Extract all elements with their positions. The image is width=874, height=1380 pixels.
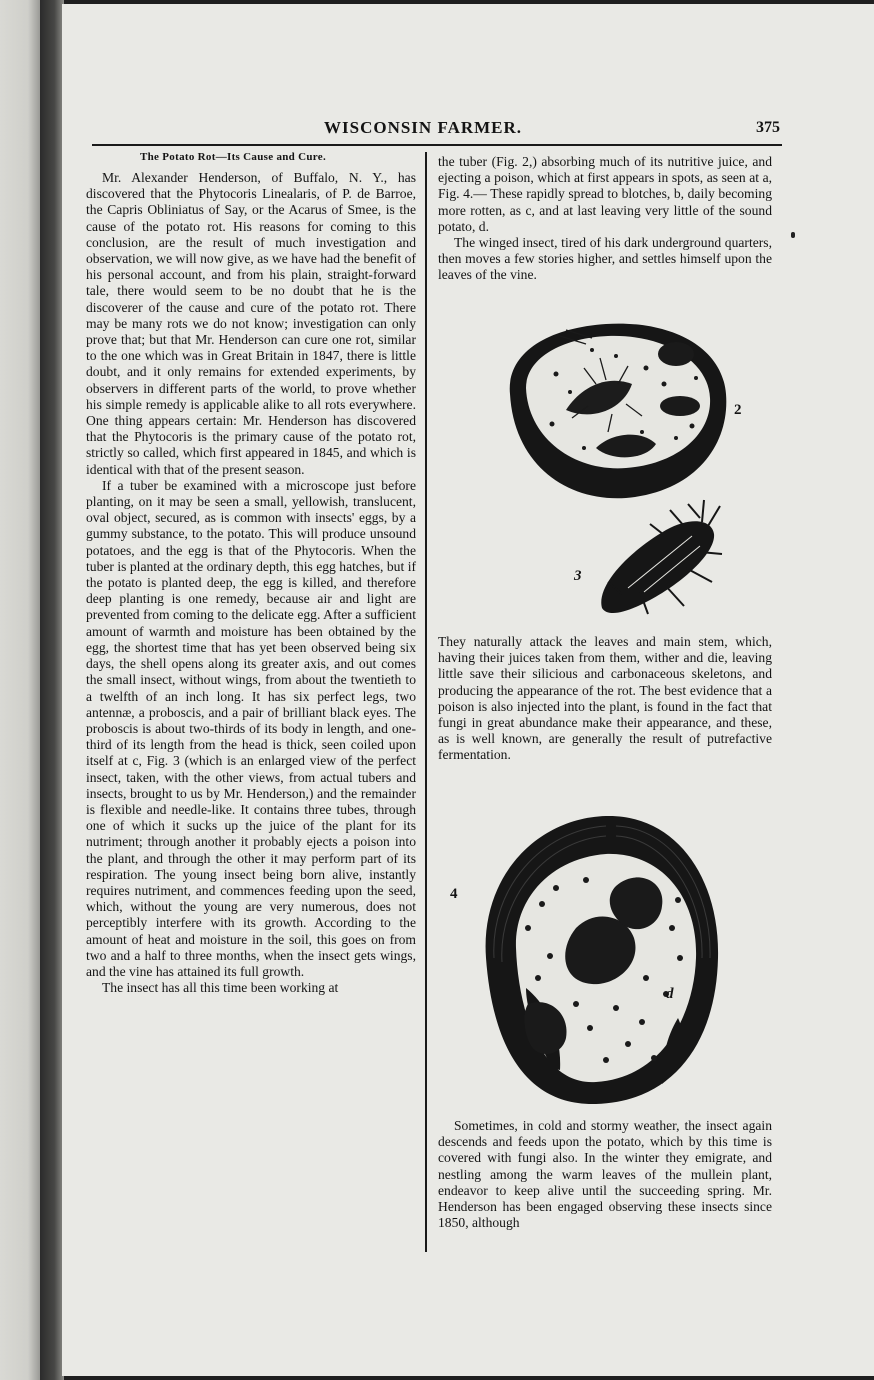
- page-number: 375: [756, 119, 780, 136]
- article-title: The Potato Rot—Its Cause and Cure.: [140, 151, 327, 163]
- header-rule: [92, 144, 782, 146]
- left-paragraph-1: Mr. Alexander Henderson, of Buffalo, N. Y., has discovered that the Phytocoris Linealaris, of P. de Barroe, the Capris Obliniatus of Say, or the Acarus of Smee, is the cause of the potato rot. His reasons for coming to this conclusion, are the result of much investigation and observation, we will now give, as we have had the benefit of his personal account, and from his plain, straight-forward tale, there would seem to be no doubt that he is the discoverer of the cause and cure of the potato rot. There may be many rots we do not know; investigation can only prove that; but that Mr. Henderson can cure one rot, similar to the one which was in Great Britain in 1847, there is little doubt, and it only remains for extended experiments, by observers in different parts of the world, to prove whether his simple remedy is applicable alike to all rots everywhere. One thing appears certain: Mr. Henderson has discovered that the Phytocoris is the primary cause of the potato rot, strictly so called, which first appeared in 1845, and which is identical with that of the present season.: [86, 170, 416, 477]
- figure-3-label: 3: [574, 568, 582, 584]
- figure-3-insect-illustration: [588, 496, 728, 620]
- left-paragraph-2: If a tuber be examined with a microscope just before planting, on it may be seen a small, yellowish, translucent, oval object, secured, as is common with insects' eggs, by a gummy substance, to the potato. This will produce unsound potatoes, and the egg is that of the Phytocoris. When the tuber is planted at the ordinary depth, this egg hatches, but if the potato is planted deep, the egg is killed, and therefore deep planting is one remedy, because air and light are prevented from coming to the delicate egg. After a sufficient amount of warmth and moisture has been obtained by the egg, the shortest time that has yet been observed being six days, the shell opens along its greater axis, and out comes the small insect, without wings, from about the twentieth to a twelfth of an inch long. It has six perfect legs, two antennæ, a proboscis, and a pair of brilliant black eyes. The proboscis is about two-thirds of its body in length, and one-third of its length from the head is thick, seen coiled upon itself at c, Fig. 3 (which is an enlarged view of the perfect insect, taken, with the other views, from actual tubers and insects, brought to us by Mr. Henderson,) and the remainder is flexible and needle-like. It contains three tubes, through one of which it sucks up the juice of the plant for its nutriment; through another it probably ejects a poison into the plant, and through the other it may perform part of its respiration. The young insect being born alive, instantly requires nutriment, and commences feeding upon the seed, which, without the young are very numerous, does not perceptibly interfere with its growth. According to the amount of heat and moisture in the soil, this goes on from two and a half to three months, when the insect gets wings, and the vine has attained its full growth.: [86, 477, 416, 979]
- figure-2-label: 2: [734, 402, 742, 418]
- figure-4-potato-illustration: [466, 808, 728, 1110]
- book-gutter: [40, 0, 64, 1380]
- left-column: [86, 150, 416, 996]
- figure-2-potato-illustration: [496, 314, 736, 504]
- right-column-bottom: [438, 1118, 772, 1231]
- right-column-middle: [438, 634, 772, 764]
- running-header: [92, 118, 782, 144]
- facing-page-edge: [0, 0, 40, 1380]
- figure-4-label: 4: [450, 886, 458, 902]
- right-paragraph-4: Sometimes, in cold and stormy weather, the insect again descends and feeds upon the potato, which by this time is covered with fungi also. In the winter they emigrate, and nestling among the warm leaves of the mullein plant, endeavor to keep alive until the succeeding spring. Mr. Henderson has been engaged observing these insects since 1850, although: [438, 1118, 772, 1231]
- ink-speck: [791, 232, 795, 238]
- right-column-top: [438, 154, 772, 284]
- right-paragraph-1: the tuber (Fig. 2,) absorbing much of its nutritive juice, and ejecting a poison, which at first appears in spots, as seen at a, Fig. 4.— These rapidly spread to blotches, b, daily becoming more rotten, as c, and at last leaving very little of the sound potato, d.: [438, 154, 772, 234]
- journal-title: WISCONSIN FARMER.: [324, 118, 523, 137]
- right-paragraph-3: They naturally attack the leaves and main stem, which, having their juices taken from them, wither and die, leaving little save their silicious and carbonaceous skeletons, and producing the appearance of the rot. The best evidence that a poison is also injected into the plant, is found in the fact that fungi in great abundance make their appearance, and these, as is well known, are generally the result of putrefactive fermentation.: [438, 634, 772, 763]
- figure-4-letter-d: d: [666, 986, 674, 1002]
- right-paragraph-2: The winged insect, tired of his dark underground quarters, then moves a few stories higher, and settles himself upon the leaves of the vine.: [438, 235, 772, 283]
- left-paragraph-3: The insect has all this time been working at: [102, 980, 339, 996]
- column-divider: [425, 152, 427, 1252]
